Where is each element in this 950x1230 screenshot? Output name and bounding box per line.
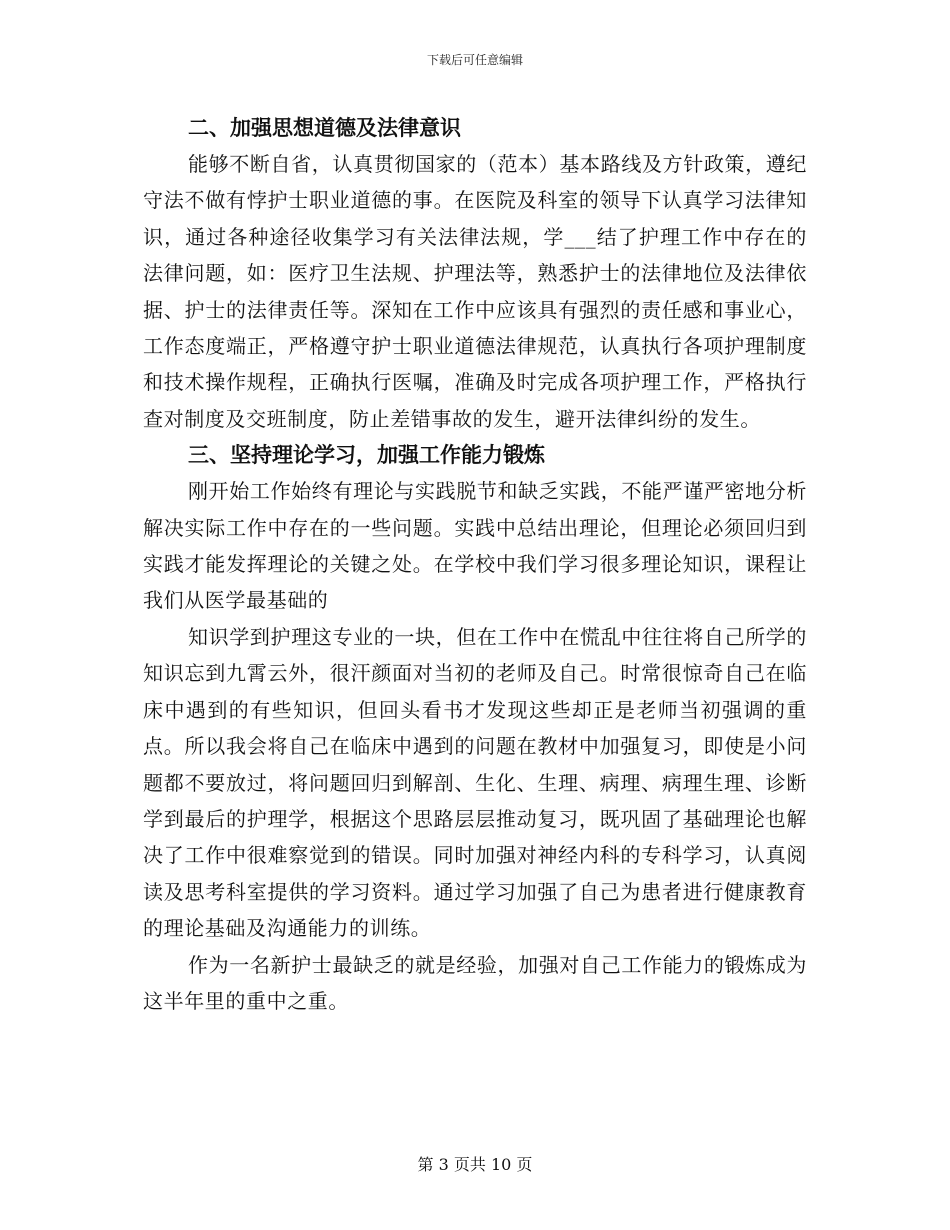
section-3-paragraph-2: 知识学到护理这专业的一块，但在工作中在慌乱中往往将自己所学的知识忘到九霄云外，很汗颜面对当初的老师及自己。时常很惊奇自己在临床中遇到的有些知识，但回头看书才发现这些却正是老师当初强调的重点。所以我会将自己在临床中遇到的问题在教材中加强复习，即使是小问题都不要放过，将问题回归到解剖、生化、生理、病理、病理生理、诊断学到最后的护理学，根据这个思路层层推动复习，既巩固了基础理论也解决了工作中很难察觉到的错误。同时加强对神经内科的专科学习，认真阅读及思考科室提供的学习资料。通过学习加强了自己为患者进行健康教育的理论基础及沟通能力的训练。	[143, 624, 807, 941]
section-3-paragraph-1: 刚开始工作始终有理论与实践脱节和缺乏实践，不能严谨严密地分析解决实际工作中存在的一些问题。实践中总结出理论，但理论必须回归到实践才能发挥理论的关键之处。在学校中我们学习很多理论知识，课程让我们从医学最基础的	[143, 479, 807, 613]
section-3-paragraph-3: 作为一名新护士最缺乏的就是经验，加强对自己工作能力的锻炼成为这半年里的重中之重。	[143, 952, 807, 1013]
page-header: 下载后可任意编辑	[426, 53, 523, 67]
section-heading-2: 二、加强思想道德及法律意识	[188, 115, 461, 140]
section-heading-3: 三、坚持理论学习，加强工作能力锻炼	[188, 442, 545, 468]
page-footer: 第 3 页共 10 页	[417, 1155, 533, 1174]
document-body	[143, 110, 807, 1019]
section-2-paragraph: 能够不断自省，认真贯彻国家的（范本）基本路线及方针政策，遵纪守法不做有悖护士职业道德的事。在医院及科室的领导下认真学习法律知识，通过各种途径收集学习有关法律法规，学___结了护理工作中存在的法律问题，如：医疗卫生法规、护理法等，熟悉护士的法律地位及法律依据、护士的法律责任等。深知在工作中应该具有强烈的责任感和事业心，工作态度端正，严格遵守护士职业道德法律规范，认真执行各项护理制度和技术操作规程，正确执行医嘱，准确及时完成各项护理工作，严格执行查对制度及交班制度，防止差错事故的发生，避开法律纠纷的发生。	[143, 152, 807, 431]
